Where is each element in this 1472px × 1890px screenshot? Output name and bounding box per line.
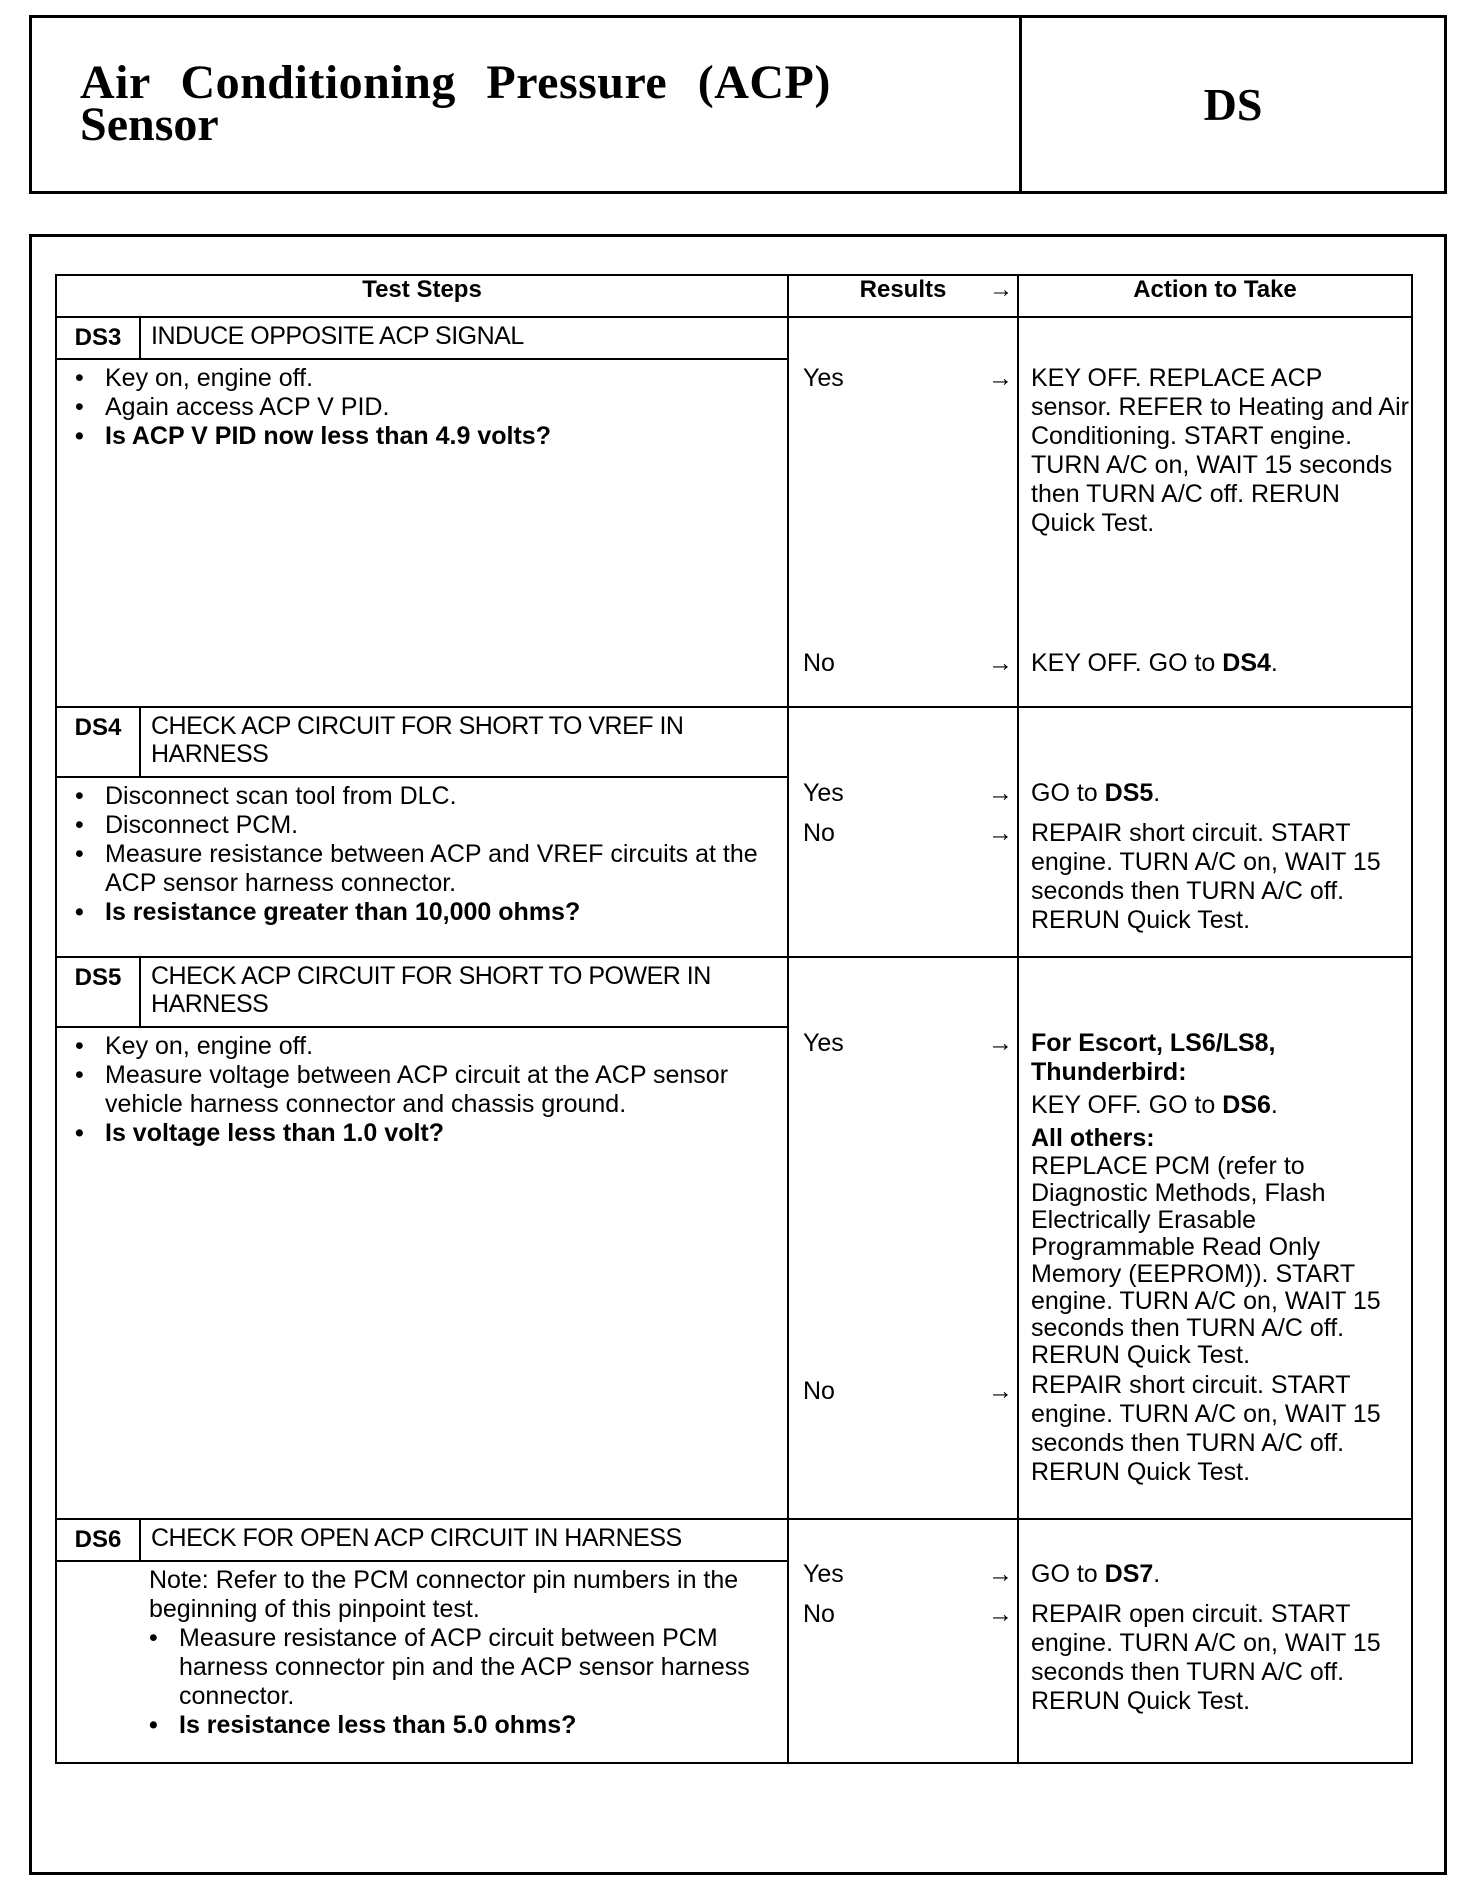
arrow-icon: → (988, 779, 1013, 807)
step-ds5-title-row (56, 957, 1412, 1027)
arrow-icon: → (988, 1560, 1013, 1588)
section-code: DS (1203, 79, 1263, 130)
result-no: No → (803, 1600, 1013, 1628)
result-yes: Yes → (803, 364, 1013, 392)
list-item: • Disconnect scan tool from DLC. (105, 782, 777, 811)
result-yes: Yes → (803, 1029, 1013, 1057)
result-yes: Yes → (803, 779, 1013, 807)
list-item-question: • Is resistance less than 5.0 ohms? (179, 1711, 777, 1740)
step-ds5-body (56, 1027, 788, 1519)
result-yes: Yes → (803, 1560, 1013, 1588)
step-title: INDUCE OPPOSITE ACP SIGNAL (140, 317, 788, 359)
list-item-question: • Is ACP V PID now less than 4.9 volts? (105, 422, 777, 451)
step-id: DS4 (56, 707, 140, 777)
action-no: REPAIR short circuit. START engine. TURN A/C on, WAIT 15 seconds then TURN A/C off. RERUN Quick Test. (1031, 1371, 1381, 1486)
action-heading-escort: For Escort, LS6/LS8, Thunderbird: (1031, 1029, 1276, 1086)
arrow-icon: → (988, 819, 1013, 847)
list-item: • Key on, engine off. (105, 1032, 777, 1061)
list-item: • Measure voltage between ACP circuit at the ACP sensor vehicle harness connector and chassis ground. (105, 1061, 777, 1119)
step-ds6-title-row (56, 1519, 1412, 1561)
step-id: DS5 (56, 957, 140, 1027)
list-item: • Key on, engine off. (105, 364, 777, 393)
action-yes-2: REPLACE PCM (refer to Diagnostic Methods, Flash Electrically Erasable Programmable Read Only Memory (EEPROM)). START engine. TURN A/C on, WAIT 15 seconds then TURN A/C off. RERUN Quick Test. (1031, 1152, 1381, 1369)
action-yes-1: KEY OFF. GO to DS6. (1031, 1091, 1278, 1119)
title-box (29, 15, 1447, 194)
action-yes: GO to DS7. (1031, 1560, 1161, 1588)
title-line-2: Sensor (80, 98, 219, 151)
step-ds3-body (56, 359, 788, 707)
header-test-steps: Test Steps (56, 275, 788, 317)
step-ds6-body (56, 1561, 788, 1763)
list-item-question: • Is resistance greater than 10,000 ohms? (105, 898, 777, 927)
step-title: CHECK ACP CIRCUIT FOR SHORT TO POWER IN HARNESS (140, 957, 788, 1027)
step-ds4-title-row (56, 707, 1412, 777)
action-heading-others: All others: (1031, 1124, 1155, 1152)
arrow-icon: → (989, 276, 1013, 303)
result-no: No → (803, 819, 1013, 847)
result-no: No → (803, 1377, 1013, 1405)
arrow-icon: → (988, 1600, 1013, 1628)
action-yes: KEY OFF. REPLACE ACP sensor. REFER to Heating and Air Conditioning. START engine. TURN A/C on, WAIT 15 seconds then TURN A/C off. RERUN Quick Test. (1031, 364, 1409, 537)
step-ds5-actions (1018, 957, 1412, 1519)
list-item: • Again access ACP V PID. (105, 393, 777, 422)
page-title (32, 18, 1022, 191)
list-item: • Disconnect PCM. (105, 811, 777, 840)
list-item-question: • Is voltage less than 1.0 volt? (105, 1119, 777, 1148)
header-results-label: Results (859, 276, 947, 303)
step-id: DS6 (56, 1519, 140, 1561)
action-yes: GO to DS5. (1031, 779, 1161, 807)
list-item: • Measure resistance between ACP and VREF circuits at the ACP sensor harness connector. (105, 840, 777, 898)
table-header (56, 275, 1412, 317)
step-ds4-actions (1018, 707, 1412, 957)
step-ds4-body (56, 777, 788, 957)
test-steps-table (55, 274, 1413, 1764)
header-results (788, 275, 1018, 317)
step-title: CHECK ACP CIRCUIT FOR SHORT TO VREF IN HARNESS (140, 707, 788, 777)
arrow-icon: → (988, 1377, 1013, 1405)
action-no: KEY OFF. GO to DS4. (1031, 649, 1278, 677)
step-title: CHECK FOR OPEN ACP CIRCUIT IN HARNESS (140, 1519, 788, 1561)
step-ds3-actions (1018, 317, 1412, 707)
title-line-1: Air Conditioning Pressure (ACP) (80, 56, 831, 109)
list-item: • Measure resistance of ACP circuit between PCM harness connector pin and the ACP sensor harness connector. (179, 1624, 777, 1711)
arrow-icon: → (988, 649, 1013, 677)
step-ds3-title-row (56, 317, 1412, 359)
step-ds5-results (788, 957, 1018, 1519)
step-ds4-results (788, 707, 1018, 957)
arrow-icon: → (988, 364, 1013, 392)
header-action: Action to Take (1018, 275, 1412, 317)
action-no: REPAIR short circuit. START engine. TURN A/C on, WAIT 15 seconds then TURN A/C off. RERUN Quick Test. (1031, 819, 1381, 934)
arrow-icon: → (988, 1029, 1013, 1057)
step-ds6-results (788, 1519, 1018, 1763)
step-id: DS3 (56, 317, 140, 359)
step-ds6-actions (1018, 1519, 1412, 1763)
step-note: Note: Refer to the PCM connector pin numbers in the beginning of this pinpoint test. (149, 1566, 739, 1623)
result-no: No → (803, 649, 1013, 677)
action-no: REPAIR open circuit. START engine. TURN A/C on, WAIT 15 seconds then TURN A/C off. RERUN Quick Test. (1031, 1600, 1381, 1715)
step-ds3-results (788, 317, 1018, 707)
